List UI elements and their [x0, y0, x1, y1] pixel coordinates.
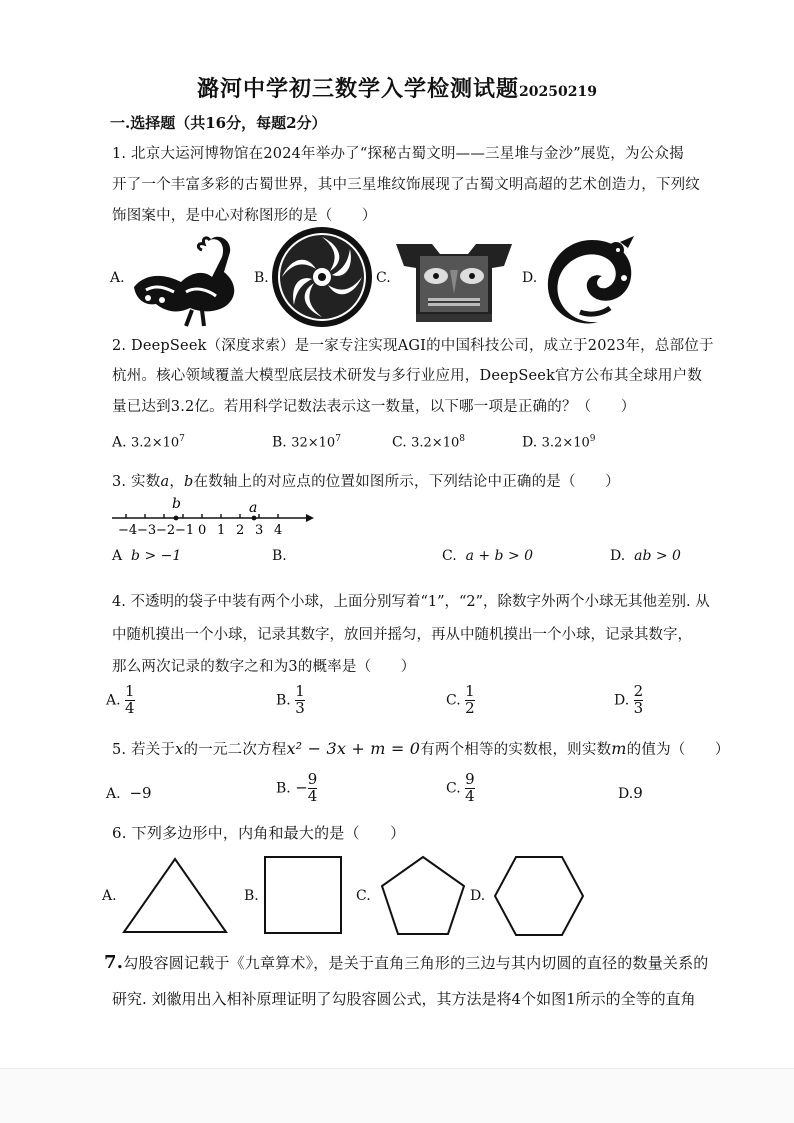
tick-label: −3 — [137, 523, 157, 536]
tick-label: 1 — [217, 523, 226, 536]
q4-option-d-denominator: 3 — [633, 698, 644, 717]
q4-option-a-label: A. — [106, 692, 121, 709]
q4-option-a-numerator: 1 — [125, 682, 135, 700]
q3-option-d-expr: ab > 0 — [634, 548, 681, 564]
q2-option-a-label: A. — [112, 434, 127, 451]
q5-option-b-label: B. — [276, 780, 291, 797]
tick-label: −1 — [175, 523, 195, 536]
tick-label: −2 — [156, 523, 176, 536]
point-b-label: b — [172, 496, 181, 512]
point-a-label: a — [249, 500, 258, 516]
q6-option-c-label[interactable]: C. — [356, 888, 371, 904]
q1-option-d-label[interactable]: D. — [522, 270, 538, 286]
q5-option-d-value: 9 — [633, 784, 643, 802]
tick-label: 0 — [198, 523, 207, 536]
q6-option-d-label[interactable]: D. — [470, 888, 486, 904]
q4-line2: 中随机摸出一个小球，记录其数字，放回并摇匀，再从中随机摸出一个小球，记录其数字， — [112, 627, 692, 643]
q1-option-c-label[interactable]: C. — [376, 270, 391, 286]
q3-option-b-label: B. — [272, 548, 287, 564]
q5-equation: x² − 3x + m = 0 — [286, 739, 421, 758]
q5-text-1: 5. 若关于 — [112, 742, 176, 758]
q6-line1: 6. 下列多边形中，内角和最大的是（ ） — [112, 824, 406, 842]
section-heading: 一.选择题（共16分，每题2分） — [110, 114, 327, 132]
q2-option-b-mantissa: 32×10 — [291, 435, 336, 451]
q4-option-b-denominator: 3 — [295, 698, 305, 717]
q4-line1: 4. 不透明的袋子中装有两个小球，上面分别写着“1”，“2”，除数字外两个小球无其他差别. 从 — [112, 594, 710, 610]
phoenix-bird-pattern-icon — [126, 232, 248, 328]
q2-option-d[interactable] — [522, 434, 595, 451]
q7-text-1: 勾股容圆记载于《九章算术》，是关于直角三角形的三边与其内切圆的直径的数量关系的 — [123, 954, 709, 972]
q5-option-b[interactable] — [276, 772, 317, 805]
q4-option-c[interactable] — [446, 684, 475, 717]
q5-option-c-denominator: 4 — [465, 786, 475, 805]
q4-option-b-numerator: 1 — [295, 682, 305, 700]
tick-label: 3 — [255, 523, 264, 536]
tick-label: −4 — [118, 523, 138, 536]
q5-option-a-value: −9 — [129, 784, 152, 802]
q5-option-c[interactable] — [446, 772, 475, 805]
q3-option-c[interactable] — [442, 548, 533, 564]
q5-option-a[interactable] — [106, 784, 152, 802]
q2-option-d-mantissa: 3.2×10 — [541, 435, 590, 451]
q3-text-a: 3. 实数 — [112, 474, 161, 490]
q5-option-d-label: D. — [618, 786, 634, 802]
q4-option-a[interactable] — [106, 684, 135, 717]
q2-option-c-mantissa: 3.2×10 — [411, 435, 460, 451]
swirl-disc-pattern-icon — [270, 225, 374, 329]
point-b — [174, 516, 179, 521]
q3-option-d-label: D. — [610, 548, 626, 564]
q5-option-a-label: A. — [106, 786, 121, 802]
q7-line2: 研究. 刘徽用出入相补原理证明了勾股容圆公式，其方法是将4个如图1所示的全等的直角 — [112, 990, 696, 1008]
q5-var-m: m — [611, 739, 627, 758]
q3-text-b: 在数轴上的对应点的位置如图所示，下列结论中正确的是（ ） — [193, 474, 620, 490]
q2-line2: 杭州。核心领域覆盖大模型底层技术研发与多行业应用，DeepSeek官方公布其全球用户数 — [112, 368, 703, 384]
q2-option-b-exponent: 7 — [335, 434, 341, 444]
q2-line3: 量已达到3.2亿。若用科学记数法表示这一数量，以下哪一项是正确的？（ ） — [112, 399, 636, 415]
q4-option-c-label: C. — [446, 692, 461, 709]
q5-option-b-numerator: 9 — [307, 770, 318, 788]
q7-number: 7. — [104, 952, 124, 973]
q5-line1 — [112, 738, 730, 759]
q2-option-d-exponent: 9 — [589, 434, 596, 444]
q6-option-b-label[interactable]: B. — [244, 888, 259, 904]
q4-option-b[interactable] — [276, 684, 305, 717]
q5-text-4: 的值为（ ） — [626, 742, 730, 758]
point-a — [252, 516, 257, 521]
q7-line1 — [104, 952, 709, 973]
q1-line2: 开了一个丰富多彩的古蜀世界，其中三星堆纹饰展现了古蜀文明高超的艺术创造力，下列纹 — [112, 177, 700, 193]
q2-line1: 2. DeepSeek（深度求索）是一家专注实现AGI的中国科技公司，成立于2023年，总部位于 — [112, 338, 714, 354]
q6-option-a-label[interactable]: A. — [102, 888, 117, 904]
title-code: 20250219 — [519, 84, 597, 100]
q1-option-a-label[interactable]: A. — [110, 270, 125, 286]
q2-option-a-mantissa: 3.2×10 — [131, 435, 180, 451]
q4-line3: 那么两次记录的数字之和为3的概率是（ ） — [112, 659, 416, 675]
hexagon-shape — [492, 854, 586, 938]
q5-option-c-numerator: 9 — [465, 770, 475, 788]
q2-option-c[interactable] — [392, 434, 465, 451]
tick-label: 4 — [274, 523, 283, 536]
q2-option-b[interactable] — [272, 434, 341, 451]
title-text: 潞河中学初三数学入学检测试题 — [197, 76, 520, 102]
q3-option-a-expr: b > −1 — [131, 548, 182, 564]
q2-option-a-exponent: 7 — [179, 434, 185, 444]
dragon-coil-pattern-icon — [540, 232, 644, 330]
q3-option-b[interactable] — [272, 548, 287, 564]
q3-option-c-label: C. — [442, 548, 457, 564]
bronze-mask-pattern-icon — [392, 236, 516, 328]
q4-option-d-label: D. — [614, 692, 630, 709]
square-shape — [262, 854, 344, 936]
q5-option-c-label: C. — [446, 780, 461, 797]
q2-option-d-label: D. — [522, 434, 538, 451]
q2-option-a[interactable] — [112, 434, 185, 451]
q4-option-c-numerator: 1 — [465, 682, 475, 700]
q3-option-a-label: A — [112, 548, 123, 564]
q5-text-2: 的一元二次方程 — [183, 742, 287, 758]
triangle-shape — [120, 856, 230, 936]
q2-option-c-exponent: 8 — [459, 434, 465, 444]
q3-option-c-expr: a + b > 0 — [465, 548, 534, 564]
q4-option-d[interactable] — [614, 684, 643, 717]
q1-option-b-label[interactable]: B. — [254, 270, 269, 286]
scan-bottom-margin — [0, 1068, 794, 1123]
q3-option-a[interactable] — [112, 548, 181, 564]
number-line-figure — [110, 494, 314, 536]
q2-option-b-label: B. — [272, 434, 287, 451]
q5-option-b-denominator: 4 — [307, 786, 318, 805]
q3-option-d[interactable] — [610, 548, 681, 564]
q4-option-b-label: B. — [276, 692, 291, 709]
q2-option-c-label: C. — [392, 434, 407, 451]
q5-text-3: 有两个相等的实数根，则实数 — [420, 742, 612, 758]
q3-comma: ， — [169, 474, 185, 490]
q5-option-d[interactable] — [618, 784, 643, 802]
q5-option-b-sign: − — [295, 778, 308, 797]
q1-line3: 饰图案中，是中心对称图形的是（ ） — [112, 208, 377, 224]
tick-label: 2 — [236, 523, 245, 536]
pentagon-shape — [378, 854, 468, 938]
q3-var-b: b — [184, 474, 194, 490]
q4-option-d-numerator: 2 — [633, 682, 644, 700]
q3-var-a: a — [160, 474, 170, 490]
q4-option-a-denominator: 4 — [125, 698, 135, 717]
page-title — [0, 72, 794, 103]
q3-line1 — [112, 470, 620, 491]
q5-var-x: x — [175, 742, 184, 758]
q4-option-c-denominator: 2 — [465, 698, 475, 717]
q1-line1: 1. 北京大运河博物馆在2024年举办了“探秘古蜀文明——三星堆与金沙”展览，为公众揭 — [112, 146, 684, 162]
